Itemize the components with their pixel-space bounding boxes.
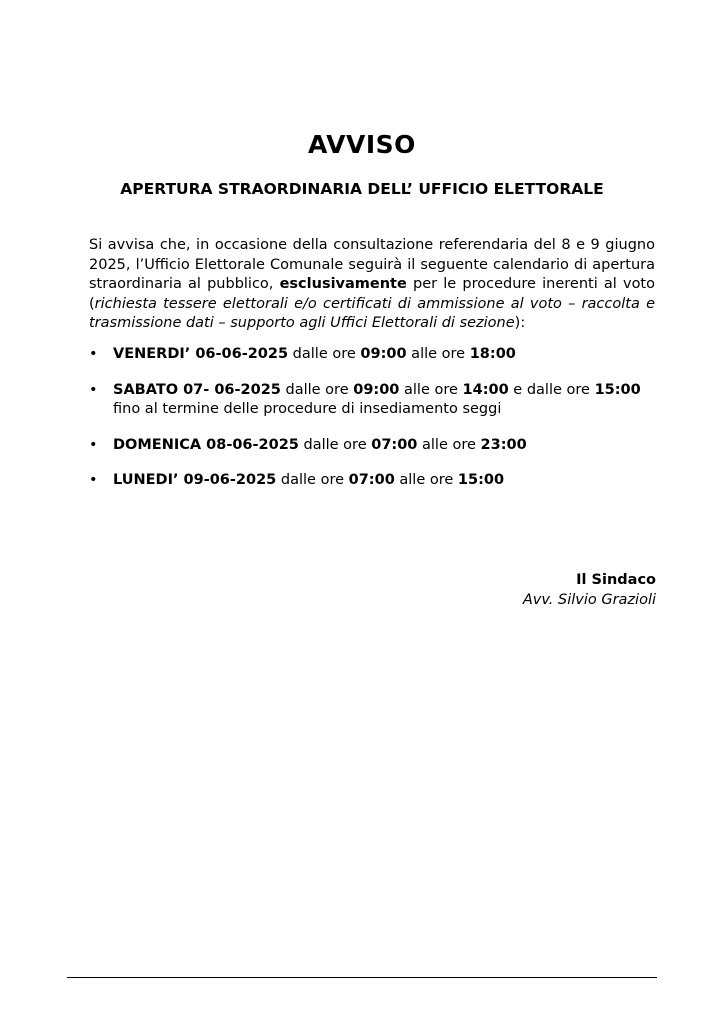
schedule-text: dalle ore <box>288 346 361 362</box>
list-item <box>89 471 655 491</box>
intro-paragraph <box>89 236 655 334</box>
list-item <box>89 436 655 456</box>
schedule-time: 07:00 <box>371 436 418 453</box>
footer-divider <box>67 977 657 978</box>
schedule-time: 15:00 <box>594 381 641 398</box>
schedule-day: LUNEDI’ 09-06-2025 <box>113 472 277 489</box>
schedule-day: DOMENICA 08-06-2025 <box>113 436 299 453</box>
schedule-text: e dalle ore <box>508 381 595 398</box>
list-item <box>89 345 655 365</box>
schedule-extra: fino al termine delle procedure di insediamento seggi <box>113 401 502 418</box>
schedule-text: alle ore <box>394 472 458 489</box>
bullet-icon: • <box>89 381 98 398</box>
schedule-time: 07:00 <box>348 472 395 489</box>
schedule-time: 15:00 <box>457 472 505 489</box>
intro-italic-text: richiesta tessere elettorali e/o certificati di ammissione al voto – raccolta e trasmissione dati – supporto agli Uffici Elettorali di sezione <box>89 295 655 332</box>
schedule-text: alle ore <box>399 381 463 398</box>
bullet-icon: • <box>89 472 98 489</box>
intro-text: Si avvisa che, in occasione della consultazione referendaria del 8 e 9 giugno 2025, l’Ufficio Elettorale Comunale seguirà il seguente calendario di apertura straordinaria al pubblico, <box>89 237 655 293</box>
intro-text-after: per le procedure inerenti al voto ( <box>89 276 655 312</box>
schedule-time: 18:00 <box>469 346 516 362</box>
schedule-time: 14:00 <box>462 381 509 398</box>
schedule-text: dalle ore <box>298 436 372 453</box>
signature-role: Il Sindaco <box>576 572 656 588</box>
signature-block <box>523 571 656 610</box>
schedule-day: VENERDI’ 06-06-2025 <box>113 346 289 362</box>
list-item <box>89 381 655 420</box>
schedule-time: 09:00 <box>353 381 400 398</box>
schedule-text: alle ore <box>417 436 481 453</box>
page-subtitle: APERTURA STRAORDINARIA DELL’ UFFICIO ELETTORALE <box>120 180 604 198</box>
schedule-day: SABATO 07- 06-2025 <box>113 381 281 398</box>
bullet-icon: • <box>89 346 98 362</box>
schedule-text: alle ore <box>406 346 470 362</box>
schedule-list <box>89 345 655 507</box>
intro-bold-text: esclusivamente <box>279 276 407 293</box>
intro-closing: ): <box>514 315 526 332</box>
page-title: AVVISO <box>308 130 416 159</box>
schedule-text: dalle ore <box>280 381 354 398</box>
signature-name: Avv. Silvio Grazioli <box>522 591 656 608</box>
schedule-text: dalle ore <box>276 472 349 489</box>
schedule-time: 23:00 <box>480 436 527 453</box>
schedule-time: 09:00 <box>360 346 407 362</box>
bullet-icon: • <box>89 436 98 453</box>
